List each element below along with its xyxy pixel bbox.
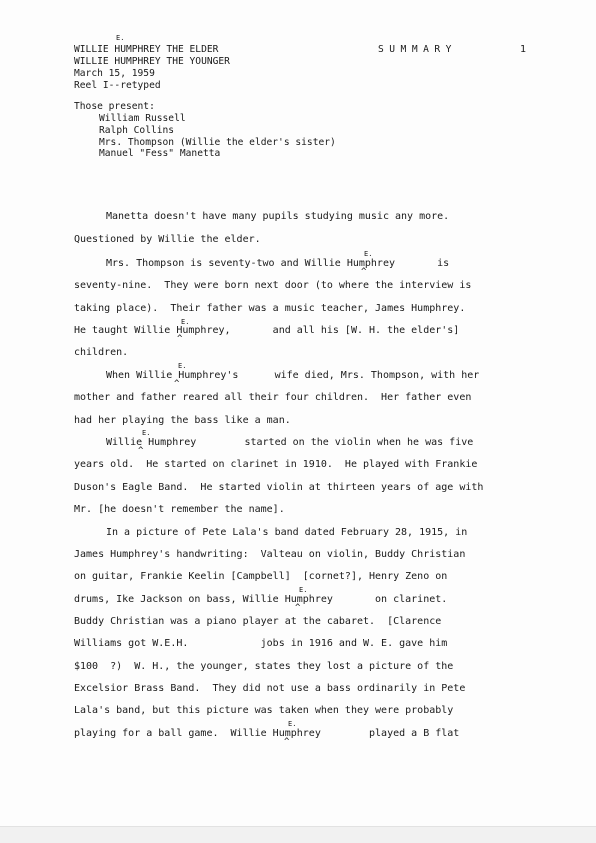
header-date: March 15, 1959	[74, 68, 155, 79]
body-line: Questioned by Willie the elder.	[74, 234, 261, 245]
present-name: William Russell	[99, 113, 186, 124]
body-line: Lala's band, but this picture was taken when they were probably	[74, 705, 454, 716]
present-list	[99, 113, 336, 160]
body-line: had her playing the bass like a man.	[74, 415, 291, 426]
body-line: Mr. [he doesn't remember the name].	[74, 504, 285, 515]
body-line: Manetta doesn't have many pupils studying music any more.	[106, 211, 450, 222]
body-line: Excelsior Brass Band. They did not use a bass ordinarily in Pete	[74, 683, 466, 694]
caret-mark-icon: ^	[284, 737, 290, 747]
handwritten-insert-e: E.	[178, 362, 187, 370]
handwritten-insert-e: E.	[181, 318, 190, 326]
caret-mark-icon: ^	[138, 446, 144, 456]
handwritten-insert-e: E.	[116, 34, 125, 42]
caret-mark-icon: ^	[295, 603, 301, 613]
body-line: Buddy Christian was a piano player at the cabaret. [Clarence	[74, 616, 442, 627]
page-number: 1	[520, 44, 527, 55]
present-name: Mrs. Thompson (Willie the elder's sister)	[99, 136, 336, 148]
summary-heading: SUMMARY	[378, 44, 457, 55]
handwritten-insert-e: E.	[364, 250, 373, 258]
header-reel: Reel I--retyped	[74, 80, 161, 91]
body-line: playing for a ball game. Willie Humphrey played a B flat	[74, 728, 460, 739]
body-line: In a picture of Pete Lala's band dated February 28, 1915, in	[106, 527, 468, 538]
caret-mark-icon: ^	[177, 334, 183, 344]
body-line: on guitar, Frankie Keelin [Campbell] [cornet?], Henry Zeno on	[74, 571, 448, 582]
body-line: Mrs. Thompson is seventy-two and Willie Humphrey is	[106, 258, 450, 269]
body-line: He taught Willie Humphrey, and all his [W. H. the elder's]	[74, 325, 460, 336]
body-line: children.	[74, 347, 129, 358]
present-name: Manuel "Fess" Manetta	[99, 148, 221, 160]
body-line: When Willie Humphrey's wife died, Mrs. Thompson, with her	[106, 370, 480, 381]
body-line: Williams got W.E.H. jobs in 1916 and W. E. gave him	[74, 638, 448, 649]
body-line: Duson's Eagle Band. He started violin at thirteen years of age with	[74, 482, 484, 493]
handwritten-insert-e: E.	[288, 720, 297, 728]
caret-mark-icon: ^	[174, 379, 180, 389]
body-line: taking place). Their father was a music teacher, James Humphrey.	[74, 303, 466, 314]
body-line: Willie Humphrey started on the violin when he was five	[106, 437, 474, 448]
body-line: mother and father reared all their four children. Her father even	[74, 392, 472, 403]
body-line: drums, Ike Jackson on bass, Willie Humphrey on clarinet.	[74, 594, 448, 605]
scan-bottom-edge	[0, 826, 596, 843]
header-line-elder: WILLIE HUMPHREY THE ELDER	[74, 44, 219, 55]
body-line: years old. He started on clarinet in 1910. He played with Frankie	[74, 459, 478, 470]
body-line: seventy-nine. They were born next door (to where the interview is	[74, 280, 472, 291]
header-line-younger: WILLIE HUMPHREY THE YOUNGER	[74, 56, 230, 67]
present-title: Those present:	[74, 101, 155, 112]
handwritten-insert-e: E.	[299, 586, 308, 594]
body-line: $100 ?) W. H., the younger, states they lost a picture of the	[74, 661, 454, 672]
body-line: James Humphrey's handwriting: Valteau on violin, Buddy Christian	[74, 549, 466, 560]
present-name: Ralph Collins	[99, 124, 175, 136]
handwritten-insert-e: E.	[142, 429, 151, 437]
caret-mark-icon: ^	[361, 267, 367, 277]
